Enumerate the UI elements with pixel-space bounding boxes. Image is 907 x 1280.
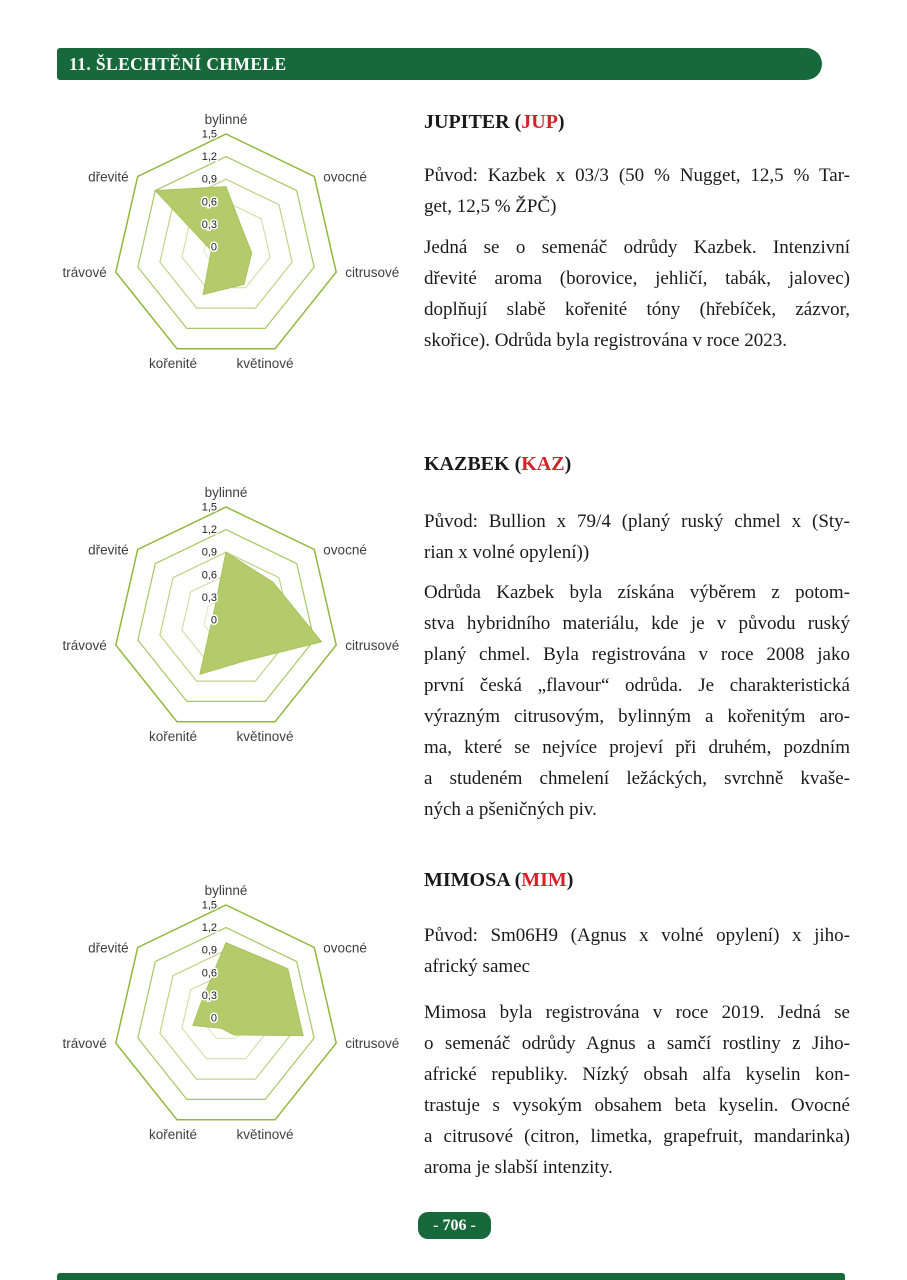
axis-label-6: trávové <box>62 265 107 281</box>
text-line: skořice). Odrůda byla registrována v roce 2023. <box>424 330 787 351</box>
page-number: - 706 - <box>433 1216 476 1234</box>
radial-tick-label: 0,9 <box>201 546 217 559</box>
title-paren: ( <box>509 869 522 891</box>
radar-chart-jupiter <box>46 97 406 397</box>
text-line: stva hybridního materiálu, kde je v původu ruský <box>424 613 850 634</box>
radial-tick-label: 1,5 <box>201 899 217 912</box>
axis-label-7: dřevité <box>88 940 129 956</box>
text-line: rian x volné opylení)) <box>424 542 590 563</box>
variety-name: KAZBEK <box>424 453 510 475</box>
page-number-pill <box>418 1212 491 1239</box>
text-line: a citrusové (citron, limetka, grapefruit, mandarinka) <box>424 1126 850 1147</box>
variety-title-kazbek <box>424 452 850 476</box>
axis-label-6: trávové <box>62 638 107 654</box>
radial-tick-label: 1,2 <box>201 922 217 935</box>
origin-paragraph-mimosa <box>424 920 850 982</box>
title-paren: ) <box>564 453 572 475</box>
description-paragraph-jupiter <box>424 232 850 356</box>
text-line: Mimosa byla registrována v roce 2019. Jedná se <box>424 1002 850 1023</box>
aroma-profile-polygon <box>200 552 322 674</box>
text-line: Jedná se o semenáč odrůdy Kazbek. Intenzivní <box>424 237 850 258</box>
text-line: africký samec <box>424 956 531 977</box>
axis-label-2: ovocné <box>323 169 367 185</box>
axis-label-2: ovocné <box>323 542 367 558</box>
radial-tick-label: 0 <box>210 241 217 254</box>
axis-label-5: kořenité <box>148 355 198 371</box>
title-paren: ( <box>509 111 522 133</box>
radial-tick-label: 0,6 <box>201 569 217 582</box>
axis-label-1: bylinné <box>204 485 248 500</box>
radial-tick-label: 1,5 <box>201 501 217 514</box>
text-line: dřevité aroma (borovice, jehličí, tabák, jalovec) <box>424 268 850 289</box>
title-paren: ( <box>509 453 522 475</box>
text-line: první česká „flavour“ odrůda. Je charakteristická <box>424 675 850 696</box>
next-page-banner-edge <box>57 1273 845 1280</box>
radial-tick-label: 0,3 <box>201 989 217 1002</box>
radar-chart-kazbek <box>46 470 406 770</box>
radial-tick-label: 0 <box>210 1012 217 1025</box>
radial-tick-label: 0,6 <box>201 967 217 980</box>
axis-label-2: ovocné <box>323 940 367 956</box>
radial-tick-label: 0,9 <box>201 173 217 186</box>
radial-tick-label: 1,2 <box>201 524 217 537</box>
text-line: aroma je slabší intenzity. <box>424 1157 613 1178</box>
radial-tick-label: 0,3 <box>201 218 217 231</box>
text-line: get, 12,5 % ŽPČ) <box>424 196 557 217</box>
axis-label-4: květinové <box>236 355 294 371</box>
description-paragraph-kazbek <box>424 577 850 825</box>
text-line: o semenáč odrůdy Agnus a samčí rostliny z Jiho- <box>424 1033 850 1054</box>
variety-code: KAZ <box>521 453 565 475</box>
text-line: planý chmel. Byla registrována v roce 2008 jako <box>424 644 850 665</box>
variety-title-mimosa <box>424 868 850 892</box>
variety-code: MIM <box>521 869 567 891</box>
text-line: Odrůda Kazbek byla získána výběrem z potom- <box>424 582 850 603</box>
variety-code: JUP <box>521 111 558 133</box>
axis-label-3: citrusové <box>345 265 400 281</box>
axis-label-4: květinové <box>236 1126 294 1142</box>
text-line: výrazným citrusovým, bylinným a kořenitým aro- <box>424 706 850 727</box>
variety-name: MIMOSA <box>424 869 510 891</box>
text-line: ných a pšeničných piv. <box>424 799 597 820</box>
radial-tick-label: 0,9 <box>201 944 217 957</box>
radial-tick-label: 0,3 <box>201 591 217 604</box>
origin-paragraph-kazbek <box>424 506 850 568</box>
axis-label-7: dřevité <box>88 542 129 558</box>
text-line: doplňují slabě kořenité tóny (hřebíček, zázvor, <box>424 299 850 320</box>
chapter-header-banner <box>57 48 822 80</box>
text-line: a studeném chmelení ležáckých, svrchně kvaše- <box>424 768 850 789</box>
axis-label-5: kořenité <box>148 1126 198 1142</box>
text-line: africké republiky. Nízký obsah alfa kyselin kon- <box>424 1064 850 1085</box>
radial-tick-label: 0 <box>210 614 217 627</box>
radar-chart-mimosa <box>46 868 406 1168</box>
axis-label-3: citrusové <box>345 638 400 654</box>
text-line: Původ: Kazbek x 03/3 (50 % Nugget, 12,5 % Tar- <box>424 165 850 186</box>
text-line: Původ: Bullion x 79/4 (planý ruský chmel x (Sty- <box>424 511 850 532</box>
radial-tick-label: 1,2 <box>201 151 217 164</box>
axis-label-1: bylinné <box>204 883 248 898</box>
variety-name: JUPITER <box>424 111 510 133</box>
radial-tick-label: 1,5 <box>201 128 217 141</box>
chapter-title: 11. ŠLECHTĚNÍ CHMELE <box>69 53 287 74</box>
text-line: Původ: Sm06H9 (Agnus x volné opylení) x jiho- <box>424 925 850 946</box>
axis-label-3: citrusové <box>345 1036 400 1052</box>
axis-label-1: bylinné <box>204 112 248 127</box>
title-paren: ) <box>557 111 565 133</box>
axis-label-7: dřevité <box>88 169 129 185</box>
axis-label-4: květinové <box>236 728 294 744</box>
variety-title-jupiter <box>424 110 850 134</box>
radial-tick-label: 0,6 <box>201 196 217 209</box>
axis-label-5: kořenité <box>148 728 198 744</box>
text-line: ma, které se nejvíce projeví při druhém, pozdním <box>424 737 850 758</box>
axis-label-6: trávové <box>62 1036 107 1052</box>
origin-paragraph-jupiter <box>424 160 850 222</box>
title-paren: ) <box>566 869 574 891</box>
text-line: trastuje s vysokým obsahem beta kyselin. Ovocné <box>424 1095 850 1116</box>
description-paragraph-mimosa <box>424 997 850 1183</box>
